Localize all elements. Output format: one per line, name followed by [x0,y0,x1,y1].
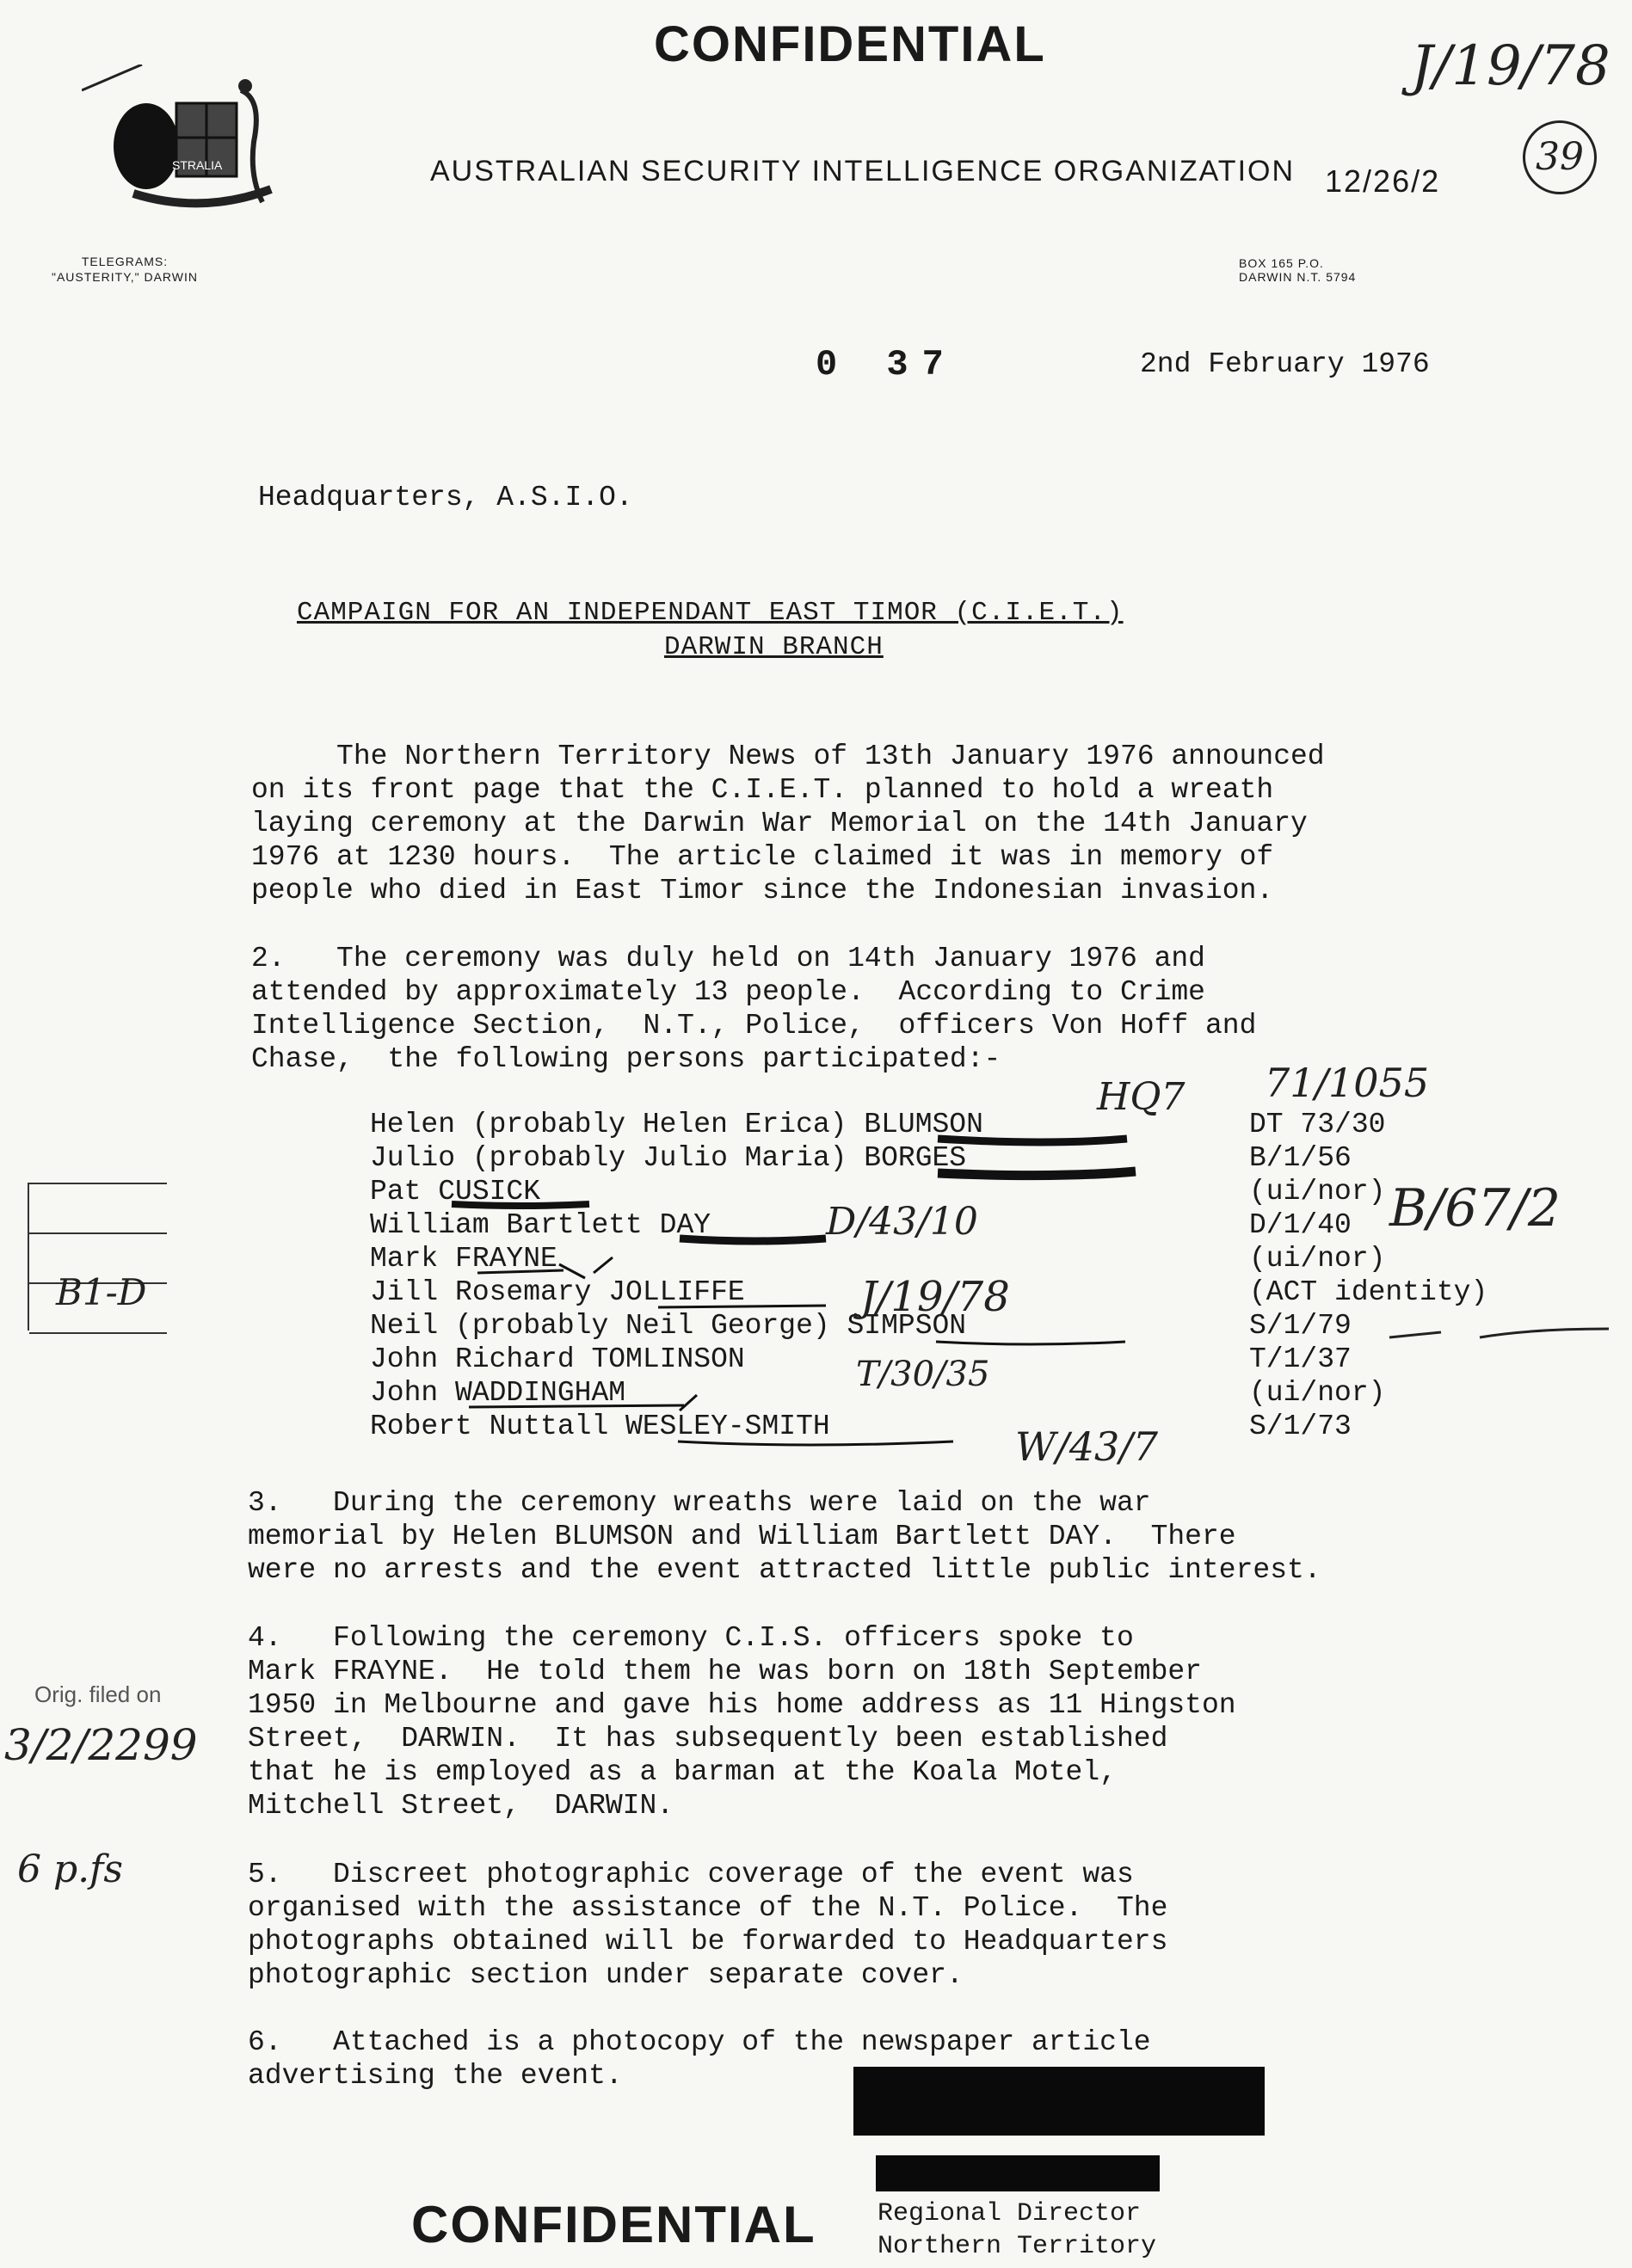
confidential-header: CONFIDENTIAL [654,16,1046,72]
paragraph-5: 5. Discreet photographic coverage of the event was organised with the assistance of the N.T. Police. The photographs obtained will be forwarded to Headquarters photographic section under separate cover. [248,1859,1168,1991]
participant-ref: DT 73/30 [1249,1109,1386,1140]
file-reference: 12/26/2 [1325,163,1441,199]
addressee: Headquarters, A.S.I.O. [258,482,633,513]
postal-box: BOX 165 P.O. [1239,256,1324,270]
handwritten-circled-number: 39 [1523,120,1597,194]
telegrams-label: TELEGRAMS: [81,255,169,268]
paragraph-4: 4. Following the ceremony C.I.S. officers spoke to Mark FRAYNE. He told them he was born on 18th September 1950 in Melbourne and gave his home address as 11 Hingston Street, DARWIN. It has subsequently been established that he is employed as a barman at the Koala Motel, Mitchell Street, DARWIN. [248,1622,1236,1822]
participant-file-refs [1249,1108,1487,1443]
organization-name: AUSTRALIAN SECURITY INTELLIGENCE ORGANIZATION [430,155,1296,187]
handwritten-margin-ref: B1-D [56,1271,147,1313]
participant-ref: S/1/73 [1249,1411,1352,1442]
postal-address [1239,256,1356,284]
list-item: William Bartlett DAY [370,1209,711,1241]
list-item: Neil (probably Neil George) SIMPSON [370,1310,967,1342]
handwritten-sidenote-file: 3/2/2299 [4,1720,198,1770]
handwritten-sidenote: Orig. filed on [34,1681,162,1707]
paragraph-1: The Northern Territory News of 13th January 1976 announced on its front page that the C.I.E.T. planned to hold a wreath laying ceremony at the Darwin War Memorial on the 14th January 1976 at 1230 hours. The article claimed it was in memory of people who died in East Timor since the Indonesian invasion. [251,741,1325,907]
participant-ref: B/1/56 [1249,1142,1352,1174]
handwritten-ref: J/19/78 [860,1273,1010,1321]
list-item: Julio (probably Julio Maria) BORGES [370,1142,967,1174]
handwritten-ref: D/43/10 [826,1200,978,1244]
redaction-block [876,2155,1160,2191]
redaction-block [853,2067,1265,2136]
paragraph-2: 2. The ceremony was duly held on 14th January 1976 and attended by approximately 13 people. According to Crime Intelligence Section, N.T., Police, officers Von Hoff and Chase, the following persons participated:- [251,943,1257,1075]
participant-ref: (ACT identity) [1249,1276,1488,1308]
svg-text:STRALIA: STRALIA [172,158,223,172]
reference-number: 0 37 [816,344,958,385]
postal-city: DARWIN N.T. 5794 [1239,270,1357,284]
coat-of-arms-icon [82,65,280,224]
signature-block [878,2197,1156,2263]
participant-ref: (ui/nor) [1249,1377,1386,1409]
list-item: Jill Rosemary JOLLIFFE [370,1276,745,1308]
participant-ref: D/1/40 [1249,1209,1352,1241]
paragraph-6: 6. Attached is a photocopy of the newspaper article advertising the event. [248,2026,1151,2092]
list-item: Pat CUSICK [370,1176,541,1208]
list-item: Robert Nuttall WESLEY-SMITH [370,1411,830,1442]
handwritten-file-ref: J/19/78 [1411,34,1610,98]
signature-title: Regional Director [878,2199,1142,2228]
telegrams-value: "AUSTERITY," DARWIN [52,270,198,284]
handwritten-ref: 71/1055 [1265,1060,1430,1106]
confidential-footer: CONFIDENTIAL [411,2196,816,2253]
document-title: CAMPAIGN FOR AN INDEPENDANT EAST TIMOR (C.I.E.T.) [297,598,1124,628]
handwritten-ref: W/43/7 [1015,1423,1159,1470]
signature-region: Northern Territory [878,2232,1157,2261]
participant-ref: S/1/79 [1249,1310,1352,1342]
document-date: 2nd February 1976 [1140,348,1430,380]
list-item: Helen (probably Helen Erica) BLUMSON [370,1109,983,1140]
document-subtitle: DARWIN BRANCH [664,632,884,662]
list-item: Mark FRAYNE [370,1243,557,1275]
handwritten-sidenote-pfs: 6 p.fs [17,1847,123,1891]
list-item: John WADDINGHAM [370,1377,626,1409]
paragraph-3: 3. During the ceremony wreaths were laid on the war memorial by Helen BLUMSON and William Bartlett DAY. There were no arrests and the event attracted little public interest. [248,1487,1321,1586]
list-item: John Richard TOMLINSON [370,1343,745,1375]
telegrams-address [52,254,198,285]
participant-ref: T/1/37 [1249,1343,1352,1375]
handwritten-ref: T/30/35 [856,1355,990,1394]
handwritten-ref: B/67/2 [1389,1178,1561,1238]
participant-ref: (ui/nor) [1249,1176,1386,1208]
participant-ref: (ui/nor) [1249,1243,1386,1275]
handwritten-ref: HQ7 [1097,1075,1186,1119]
